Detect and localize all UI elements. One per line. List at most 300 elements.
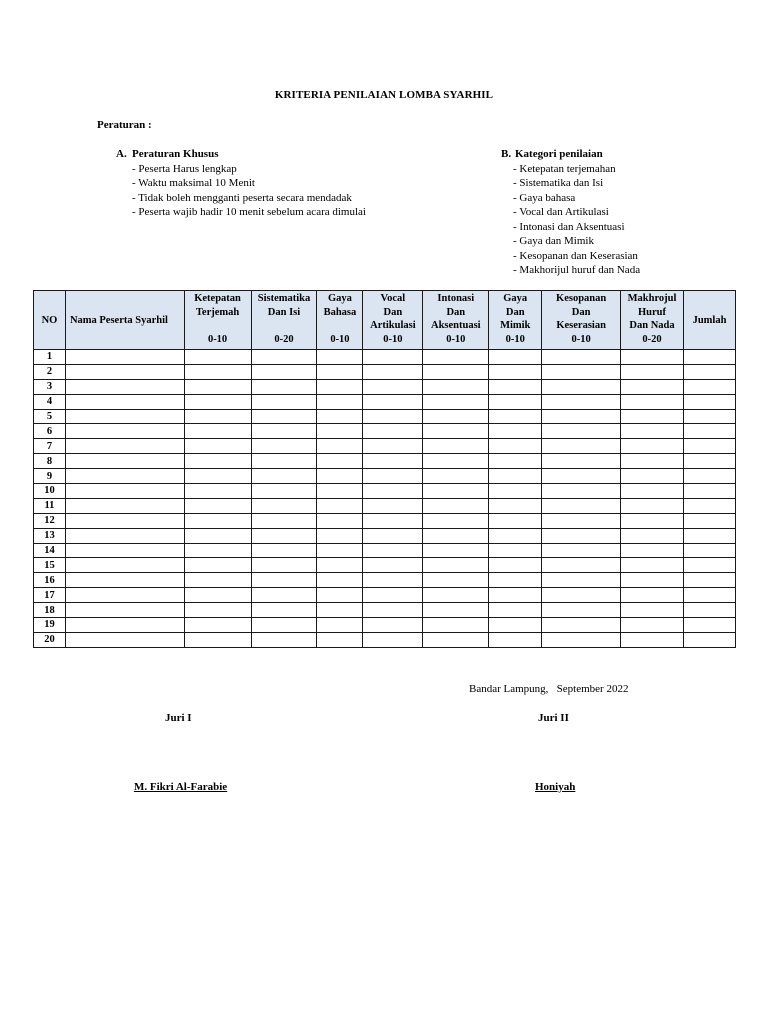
intonation-accentuation-cell[interactable] <box>423 454 489 469</box>
vocal-articulation-cell[interactable] <box>363 424 423 439</box>
total-cell[interactable] <box>684 543 736 558</box>
section-b-heading-text: Kategori penilaian <box>515 148 603 160</box>
total-cell[interactable] <box>684 379 736 394</box>
section-a-item: - Peserta wajib hadir 10 menit sebelum acara dimulai <box>132 206 366 218</box>
language-style-cell[interactable] <box>317 632 363 647</box>
politeness-harmony-cell[interactable] <box>542 424 621 439</box>
pronunciation-tone-cell[interactable] <box>621 469 684 484</box>
table-row <box>34 588 736 603</box>
participant-name-cell[interactable] <box>65 439 184 454</box>
participant-name-cell[interactable] <box>65 484 184 499</box>
intonation-accentuation-cell[interactable] <box>423 618 489 633</box>
judge-1-name: M. Fikri Al-Farabie <box>134 781 228 793</box>
participant-name-cell[interactable] <box>65 364 184 379</box>
politeness-harmony-cell[interactable] <box>542 350 621 365</box>
systematics-content-cell[interactable] <box>251 394 317 409</box>
vocal-articulation-cell[interactable] <box>363 394 423 409</box>
style-expression-cell[interactable] <box>489 558 542 573</box>
section-a-item: - Tidak boleh mengganti peserta secara mendadak <box>132 191 352 204</box>
table-row <box>34 484 736 499</box>
style-expression-cell[interactable] <box>489 394 542 409</box>
row-number: 3 <box>34 379 66 394</box>
politeness-harmony-cell[interactable] <box>542 543 621 558</box>
translation-accuracy-cell[interactable] <box>184 632 251 647</box>
row-number: 10 <box>34 484 66 499</box>
table-row <box>34 439 736 454</box>
systematics-content-cell[interactable] <box>251 454 317 469</box>
intonation-accentuation-cell[interactable] <box>423 588 489 603</box>
language-style-cell[interactable] <box>317 379 363 394</box>
style-expression-cell[interactable] <box>489 484 542 499</box>
row-number: 5 <box>34 409 66 424</box>
section-b-item: - Sistematika dan Isi <box>513 177 604 189</box>
table-header-row <box>34 291 736 350</box>
politeness-harmony-cell[interactable] <box>542 394 621 409</box>
section-assessment-categories <box>501 147 640 278</box>
vocal-articulation-cell[interactable] <box>363 588 423 603</box>
participant-name-cell[interactable] <box>65 469 184 484</box>
systematics-content-cell[interactable] <box>251 513 317 528</box>
translation-accuracy-cell[interactable] <box>184 618 251 633</box>
style-expression-cell[interactable] <box>489 439 542 454</box>
language-style-cell[interactable] <box>317 409 363 424</box>
language-style-cell[interactable] <box>317 543 363 558</box>
vocal-articulation-cell[interactable] <box>363 379 423 394</box>
total-cell[interactable] <box>684 364 736 379</box>
language-style-cell[interactable] <box>317 588 363 603</box>
header-label-line: Gaya <box>503 293 528 304</box>
translation-accuracy-cell[interactable] <box>184 454 251 469</box>
total-cell[interactable] <box>684 454 736 469</box>
systematics-content-cell[interactable] <box>251 350 317 365</box>
header-label-line: Keserasian <box>556 320 606 331</box>
table-row <box>34 394 736 409</box>
total-cell[interactable] <box>684 394 736 409</box>
row-number: 13 <box>34 528 66 543</box>
header-score-range: 0-10 <box>446 333 466 345</box>
translation-accuracy-cell[interactable] <box>184 484 251 499</box>
header-intonation-accentuation <box>423 291 489 350</box>
header-style-expression <box>489 291 542 350</box>
header-label-line: Dan <box>505 306 525 318</box>
style-expression-cell[interactable] <box>489 364 542 379</box>
section-a-item: - Peserta Harus lengkap <box>132 162 237 175</box>
pronunciation-tone-cell[interactable] <box>621 394 684 409</box>
translation-accuracy-cell[interactable] <box>184 543 251 558</box>
systematics-content-cell[interactable] <box>251 498 317 513</box>
section-special-rules <box>116 147 366 220</box>
style-expression-cell[interactable] <box>489 409 542 424</box>
pronunciation-tone-cell[interactable] <box>621 498 684 513</box>
pronunciation-tone-cell[interactable] <box>621 364 684 379</box>
header-pronunciation-tone <box>621 291 684 350</box>
intonation-accentuation-cell[interactable] <box>423 364 489 379</box>
total-cell[interactable] <box>684 632 736 647</box>
total-cell[interactable] <box>684 439 736 454</box>
participant-name-cell[interactable] <box>65 528 184 543</box>
style-expression-cell[interactable] <box>489 498 542 513</box>
header-score-range: 0-10 <box>207 333 228 345</box>
header-score-range: 0-20 <box>642 333 662 345</box>
participant-name-cell[interactable] <box>65 379 184 394</box>
intonation-accentuation-cell[interactable] <box>423 558 489 573</box>
systematics-content-cell[interactable] <box>251 469 317 484</box>
pronunciation-tone-cell[interactable] <box>621 603 684 618</box>
systematics-content-cell[interactable] <box>251 424 317 439</box>
header-score-range: 0-20 <box>274 333 294 345</box>
row-number: 14 <box>34 543 66 558</box>
header-translation-accuracy <box>184 291 251 350</box>
row-number: 1 <box>34 350 66 365</box>
politeness-harmony-cell[interactable] <box>542 632 621 647</box>
style-expression-cell[interactable] <box>489 454 542 469</box>
pronunciation-tone-cell[interactable] <box>621 558 684 573</box>
intonation-accentuation-cell[interactable] <box>423 543 489 558</box>
table-row <box>34 409 736 424</box>
language-style-cell[interactable] <box>317 439 363 454</box>
systematics-content-cell[interactable] <box>251 379 317 394</box>
pronunciation-tone-cell[interactable] <box>621 379 684 394</box>
systematics-content-cell[interactable] <box>251 573 317 588</box>
section-a-item: - Waktu maksimal 10 Menit <box>132 177 255 189</box>
total-cell[interactable] <box>684 528 736 543</box>
section-b-item: - Ketepatan terjemahan <box>513 162 616 175</box>
translation-accuracy-cell[interactable] <box>184 528 251 543</box>
header-label-line: Dan Isi <box>267 306 301 318</box>
systematics-content-cell[interactable] <box>251 558 317 573</box>
vocal-articulation-cell[interactable] <box>363 498 423 513</box>
section-b-heading <box>501 147 640 162</box>
table-row <box>34 543 736 558</box>
vocal-articulation-cell[interactable] <box>363 632 423 647</box>
pronunciation-tone-cell[interactable] <box>621 424 684 439</box>
participant-name-cell[interactable] <box>65 409 184 424</box>
systematics-content-cell[interactable] <box>251 632 317 647</box>
translation-accuracy-cell[interactable] <box>184 424 251 439</box>
vocal-articulation-cell[interactable] <box>363 558 423 573</box>
row-number: 15 <box>34 558 66 573</box>
translation-accuracy-cell[interactable] <box>184 439 251 454</box>
header-label-line: Terjemah <box>195 306 240 318</box>
participant-name-cell[interactable] <box>65 498 184 513</box>
language-style-cell[interactable] <box>317 484 363 499</box>
row-number: 18 <box>34 603 66 618</box>
politeness-harmony-cell[interactable] <box>542 573 621 588</box>
style-expression-cell[interactable] <box>489 618 542 633</box>
judge-1-label: Juri I <box>165 712 192 724</box>
language-style-cell[interactable] <box>317 573 363 588</box>
pronunciation-tone-cell[interactable] <box>621 528 684 543</box>
politeness-harmony-cell[interactable] <box>542 454 621 469</box>
header-label-line: Kesopanan <box>556 293 607 304</box>
total-cell[interactable] <box>684 603 736 618</box>
style-expression-cell[interactable] <box>489 603 542 618</box>
rules-label: Peraturan : <box>97 119 152 131</box>
style-expression-cell[interactable] <box>489 424 542 439</box>
translation-accuracy-cell[interactable] <box>184 603 251 618</box>
header-vocal-articulation <box>363 291 423 350</box>
translation-accuracy-cell[interactable] <box>184 588 251 603</box>
intonation-accentuation-cell[interactable] <box>423 603 489 618</box>
language-style-cell[interactable] <box>317 454 363 469</box>
header-label-line: Artikulasi <box>370 320 416 331</box>
row-number: 2 <box>34 364 66 379</box>
systematics-content-cell[interactable] <box>251 618 317 633</box>
politeness-harmony-cell[interactable] <box>542 618 621 633</box>
row-number: 8 <box>34 454 66 469</box>
total-cell[interactable] <box>684 409 736 424</box>
pronunciation-tone-cell[interactable] <box>621 543 684 558</box>
section-b-item: - Makhorijul huruf dan Nada <box>513 264 641 276</box>
politeness-harmony-cell[interactable] <box>542 528 621 543</box>
intonation-accentuation-cell[interactable] <box>423 469 489 484</box>
systematics-content-cell[interactable] <box>251 603 317 618</box>
vocal-articulation-cell[interactable] <box>363 603 423 618</box>
vocal-articulation-cell[interactable] <box>363 454 423 469</box>
header-systematics-content <box>251 291 317 350</box>
intonation-accentuation-cell[interactable] <box>423 632 489 647</box>
total-cell[interactable] <box>684 618 736 633</box>
table-row <box>34 379 736 394</box>
style-expression-cell[interactable] <box>489 573 542 588</box>
politeness-harmony-cell[interactable] <box>542 484 621 499</box>
table-row <box>34 558 736 573</box>
pronunciation-tone-cell[interactable] <box>621 513 684 528</box>
participant-name-cell[interactable] <box>65 454 184 469</box>
header-label-line: Vocal <box>380 293 406 304</box>
total-cell[interactable] <box>684 424 736 439</box>
politeness-harmony-cell[interactable] <box>542 588 621 603</box>
section-a-heading-text: Peraturan Khusus <box>132 148 219 160</box>
systematics-content-cell[interactable] <box>251 439 317 454</box>
section-a-heading <box>116 147 366 162</box>
vocal-articulation-cell[interactable] <box>363 618 423 633</box>
total-cell[interactable] <box>684 469 736 484</box>
vocal-articulation-cell[interactable] <box>363 528 423 543</box>
participant-name-cell[interactable] <box>65 513 184 528</box>
intonation-accentuation-cell[interactable] <box>423 394 489 409</box>
systematics-content-cell[interactable] <box>251 484 317 499</box>
header-label-line: Dan <box>383 306 403 318</box>
intonation-accentuation-cell[interactable] <box>423 528 489 543</box>
table-row <box>34 454 736 469</box>
systematics-content-cell[interactable] <box>251 528 317 543</box>
pronunciation-tone-cell[interactable] <box>621 588 684 603</box>
table-row <box>34 350 736 365</box>
row-number: 9 <box>34 469 66 484</box>
table-row <box>34 424 736 439</box>
politeness-harmony-cell[interactable] <box>542 364 621 379</box>
intonation-accentuation-cell[interactable] <box>423 498 489 513</box>
language-style-cell[interactable] <box>317 618 363 633</box>
translation-accuracy-cell[interactable] <box>184 409 251 424</box>
table-row <box>34 528 736 543</box>
pronunciation-tone-cell[interactable] <box>621 573 684 588</box>
language-style-cell[interactable] <box>317 364 363 379</box>
language-style-cell[interactable] <box>317 558 363 573</box>
total-cell[interactable] <box>684 573 736 588</box>
row-number: 17 <box>34 588 66 603</box>
participant-name-cell[interactable] <box>65 350 184 365</box>
header-score-range: 0-10 <box>330 333 350 345</box>
language-style-cell[interactable] <box>317 498 363 513</box>
pronunciation-tone-cell[interactable] <box>621 439 684 454</box>
row-number: 4 <box>34 394 66 409</box>
section-b-item: - Intonasi dan Aksentuasi <box>513 220 625 233</box>
judge-2-label: Juri II <box>538 712 569 724</box>
header-politeness-harmony <box>542 291 621 350</box>
place-date: Bandar Lampung, September 2022 <box>469 683 629 695</box>
language-style-cell[interactable] <box>317 513 363 528</box>
header-label-line: Gaya <box>327 293 352 304</box>
header-label-line: Aksentuasi <box>431 320 481 331</box>
section-b-item: - Vocal dan Artikulasi <box>513 206 609 218</box>
intonation-accentuation-cell[interactable] <box>423 439 489 454</box>
row-number: 19 <box>34 618 66 633</box>
vocal-articulation-cell[interactable] <box>363 439 423 454</box>
translation-accuracy-cell[interactable] <box>184 558 251 573</box>
header-label-line: Bahasa <box>323 306 357 318</box>
section-a-marker: A. <box>116 148 127 160</box>
participant-name-cell[interactable] <box>65 632 184 647</box>
header-total: Jumlah <box>684 291 736 350</box>
style-expression-cell[interactable] <box>489 469 542 484</box>
header-score-range: 0-10 <box>505 333 525 345</box>
participant-name-cell[interactable] <box>65 424 184 439</box>
politeness-harmony-cell[interactable] <box>542 498 621 513</box>
intonation-accentuation-cell[interactable] <box>423 513 489 528</box>
systematics-content-cell[interactable] <box>251 409 317 424</box>
pronunciation-tone-cell[interactable] <box>621 454 684 469</box>
language-style-cell[interactable] <box>317 603 363 618</box>
row-number: 11 <box>34 498 66 513</box>
pronunciation-tone-cell[interactable] <box>621 484 684 499</box>
header-label-line: Huruf <box>638 306 667 318</box>
header-label-line: Intonasi <box>437 293 475 304</box>
politeness-harmony-cell[interactable] <box>542 603 621 618</box>
header-label-line: Mimik <box>500 320 531 331</box>
politeness-harmony-cell[interactable] <box>542 513 621 528</box>
vocal-articulation-cell[interactable] <box>363 484 423 499</box>
intonation-accentuation-cell[interactable] <box>423 379 489 394</box>
participant-name-cell[interactable] <box>65 558 184 573</box>
document-title: KRITERIA PENILAIAN LOMBA SYARHIL <box>274 89 494 101</box>
header-score-range: 0-10 <box>571 333 591 345</box>
politeness-harmony-cell[interactable] <box>542 379 621 394</box>
style-expression-cell[interactable] <box>489 588 542 603</box>
total-cell[interactable] <box>684 558 736 573</box>
total-cell[interactable] <box>684 513 736 528</box>
participant-name-cell[interactable] <box>65 573 184 588</box>
systematics-content-cell[interactable] <box>251 364 317 379</box>
table-row <box>34 469 736 484</box>
participant-name-cell[interactable] <box>65 603 184 618</box>
politeness-harmony-cell[interactable] <box>542 439 621 454</box>
pronunciation-tone-cell[interactable] <box>621 632 684 647</box>
style-expression-cell[interactable] <box>489 632 542 647</box>
politeness-harmony-cell[interactable] <box>542 469 621 484</box>
table-row <box>34 498 736 513</box>
section-b-item: - Gaya bahasa <box>513 191 576 204</box>
language-style-cell[interactable] <box>317 424 363 439</box>
header-language-style <box>317 291 363 350</box>
table-row <box>34 632 736 647</box>
pronunciation-tone-cell[interactable] <box>621 409 684 424</box>
translation-accuracy-cell[interactable] <box>184 350 251 365</box>
intonation-accentuation-cell[interactable] <box>423 424 489 439</box>
judge-2-name: Honiyah <box>535 781 576 793</box>
table-row <box>34 364 736 379</box>
intonation-accentuation-cell[interactable] <box>423 484 489 499</box>
style-expression-cell[interactable] <box>489 379 542 394</box>
header-participant-name: Nama Peserta Syarhil <box>65 291 184 350</box>
translation-accuracy-cell[interactable] <box>184 573 251 588</box>
total-cell[interactable] <box>684 588 736 603</box>
total-cell[interactable] <box>684 498 736 513</box>
politeness-harmony-cell[interactable] <box>542 558 621 573</box>
participant-name-cell[interactable] <box>65 394 184 409</box>
intonation-accentuation-cell[interactable] <box>423 409 489 424</box>
systematics-content-cell[interactable] <box>251 588 317 603</box>
style-expression-cell[interactable] <box>489 513 542 528</box>
section-b-marker: B. <box>501 148 512 160</box>
style-expression-cell[interactable] <box>489 350 542 365</box>
style-expression-cell[interactable] <box>489 528 542 543</box>
pronunciation-tone-cell[interactable] <box>621 618 684 633</box>
translation-accuracy-cell[interactable] <box>184 498 251 513</box>
translation-accuracy-cell[interactable] <box>184 513 251 528</box>
row-number: 7 <box>34 439 66 454</box>
row-number: 20 <box>34 632 66 647</box>
row-number: 16 <box>34 573 66 588</box>
style-expression-cell[interactable] <box>489 543 542 558</box>
header-score-range: 0-10 <box>383 333 403 345</box>
language-style-cell[interactable] <box>317 469 363 484</box>
participant-name-cell[interactable] <box>65 588 184 603</box>
vocal-articulation-cell[interactable] <box>363 513 423 528</box>
header-label-line: Dan <box>446 306 466 318</box>
vocal-articulation-cell[interactable] <box>363 350 423 365</box>
intonation-accentuation-cell[interactable] <box>423 573 489 588</box>
vocal-articulation-cell[interactable] <box>363 573 423 588</box>
total-cell[interactable] <box>684 350 736 365</box>
header-label-line: Dan <box>571 306 591 318</box>
systematics-content-cell[interactable] <box>251 543 317 558</box>
participant-name-cell[interactable] <box>65 618 184 633</box>
vocal-articulation-cell[interactable] <box>363 543 423 558</box>
translation-accuracy-cell[interactable] <box>184 379 251 394</box>
translation-accuracy-cell[interactable] <box>184 364 251 379</box>
score-table <box>33 290 736 648</box>
header-label-line: Dan Nada <box>629 320 675 331</box>
vocal-articulation-cell[interactable] <box>363 364 423 379</box>
translation-accuracy-cell[interactable] <box>184 469 251 484</box>
intonation-accentuation-cell[interactable] <box>423 350 489 365</box>
section-b-item: - Kesopanan dan Keserasian <box>513 249 638 262</box>
language-style-cell[interactable] <box>317 350 363 365</box>
vocal-articulation-cell[interactable] <box>363 409 423 424</box>
participant-name-cell[interactable] <box>65 543 184 558</box>
politeness-harmony-cell[interactable] <box>542 409 621 424</box>
pronunciation-tone-cell[interactable] <box>621 350 684 365</box>
language-style-cell[interactable] <box>317 528 363 543</box>
translation-accuracy-cell[interactable] <box>184 394 251 409</box>
total-cell[interactable] <box>684 484 736 499</box>
language-style-cell[interactable] <box>317 394 363 409</box>
vocal-articulation-cell[interactable] <box>363 469 423 484</box>
section-b-item: - Gaya dan Mimik <box>513 235 594 247</box>
table-row <box>34 603 736 618</box>
